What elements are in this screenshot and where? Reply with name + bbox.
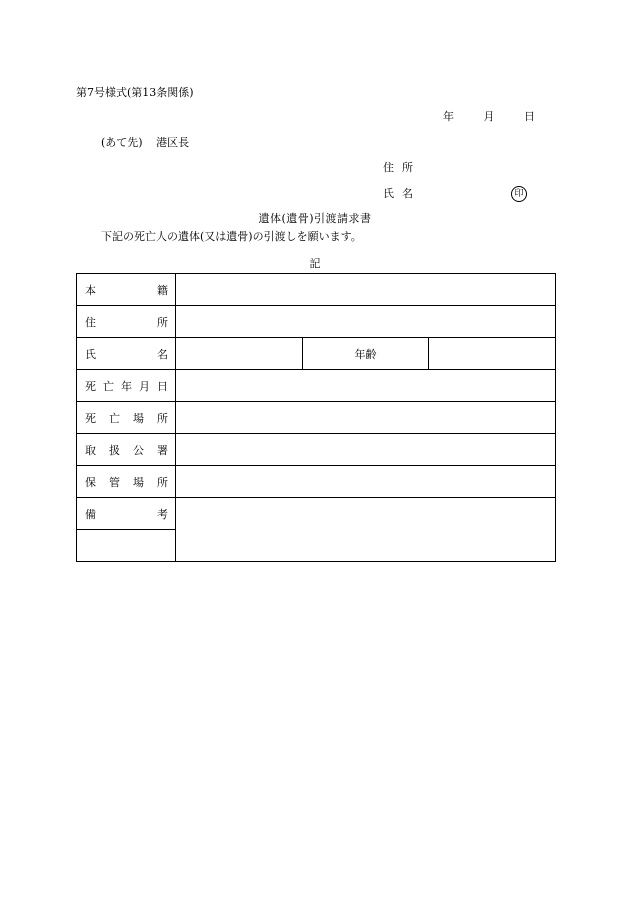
row-label-char: 籍 [157,283,168,297]
address-label: 住所 [383,161,421,174]
row-label-char: 死 [85,379,96,393]
row-label-office [77,434,176,466]
row-label-char: 管 [109,475,120,489]
date-day: 日 [524,110,535,123]
row-label-char: 取 [85,443,96,457]
document-title: 遺体(遺骨)引渡請求書 [258,212,372,225]
table-row [77,338,556,370]
row-label-char: 死 [85,411,96,425]
row-label-honseki [77,274,176,306]
row-label-char: 扱 [109,443,120,457]
row-label-char: 月 [139,379,150,393]
form-number: 第7号様式(第13条関係) [76,86,194,99]
table-row [77,498,556,530]
storage-place-field[interactable] [176,466,556,498]
seal-mark: 印 [511,186,527,202]
age-field[interactable] [429,338,556,370]
row-label-char: 本 [85,283,96,297]
row-label-char: 署 [157,443,168,457]
row-label-char: 亡 [109,411,120,425]
row-label-char: 保 [85,475,96,489]
row-label-char: 日 [157,379,168,393]
row-label-char: 年 [121,379,132,393]
row-label-char: 亡 [103,379,114,393]
row-label-char: 所 [157,475,168,489]
table-row [77,274,556,306]
row-label-char: 所 [157,411,168,425]
row-label-address [77,306,176,338]
death-place-field[interactable] [176,402,556,434]
date-month: 月 [483,110,495,123]
table-row [77,434,556,466]
row-label-name [77,338,176,370]
row-label-char: 考 [157,507,168,521]
name-field[interactable] [176,338,303,370]
row-label-char: 住 [85,315,96,329]
row-label-char: 所 [157,315,168,329]
table-row [77,466,556,498]
name-label: 氏名 [383,187,421,200]
office-field[interactable] [176,434,556,466]
remarks-spacer [77,530,176,562]
remarks-field[interactable] [176,498,556,562]
row-label-char: 備 [85,507,96,521]
row-label-char: 公 [133,443,144,457]
row-label-remarks [77,498,176,530]
details-table [76,273,556,562]
row-label-char: 氏 [85,347,96,361]
row-label-char: 場 [133,475,144,489]
addressee-prefix: (あて先) [101,136,143,149]
row-label-char: 名 [157,347,168,361]
record-label: 記 [309,257,321,270]
date-year: 年 [443,110,454,123]
death-date-field[interactable] [176,370,556,402]
row-label-death-place [77,402,176,434]
age-label: 年齢 [302,338,429,370]
addressee [101,136,189,150]
row-label-death-date [77,370,176,402]
table-row [77,402,556,434]
table-row [77,306,556,338]
row-label-char: 場 [133,411,144,425]
address-field[interactable] [176,306,556,338]
date-line [443,110,535,124]
request-text: 下記の死亡人の遺体(又は遺骨)の引渡しを願います。 [101,230,362,243]
honseki-field[interactable] [176,274,556,306]
addressee-name: 港区長 [156,136,190,149]
table-row [77,370,556,402]
row-label-storage-place [77,466,176,498]
